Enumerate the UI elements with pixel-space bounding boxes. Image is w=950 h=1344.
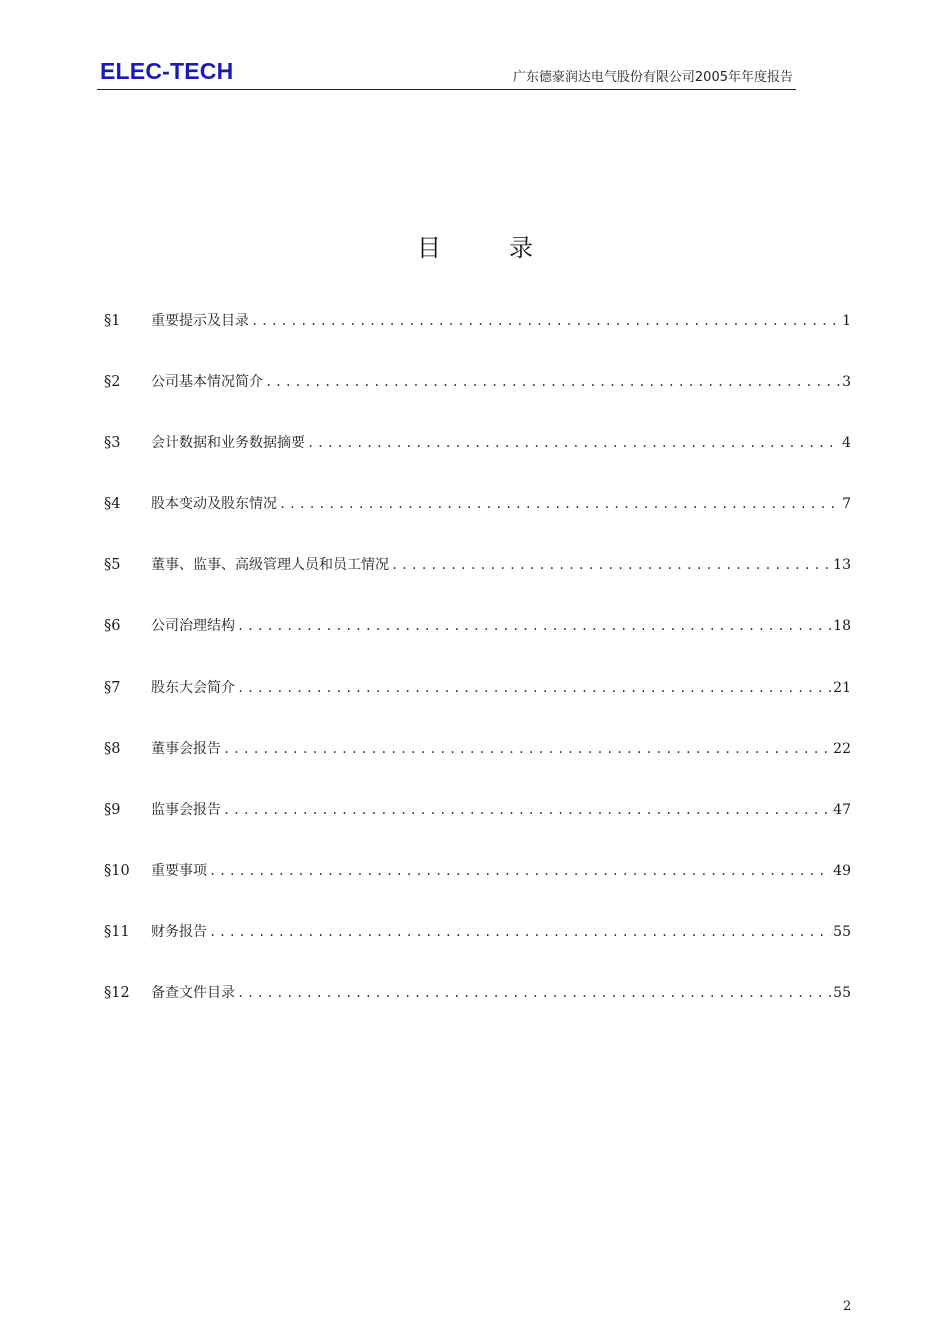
- toc-entry-page: 49: [833, 862, 851, 879]
- toc-entry-number: §9: [104, 801, 121, 818]
- toc-entry-number: §12: [104, 985, 130, 1002]
- toc-entry-title: 会计数据和业务数据摘要: [151, 435, 305, 452]
- toc-entry-page: 47: [833, 801, 851, 818]
- toc-entry-6[interactable]: [104, 612, 851, 673]
- toc-entry-8[interactable]: [104, 735, 851, 796]
- toc-entry-number: §2: [104, 374, 121, 391]
- toc-leader-dots: [265, 368, 840, 396]
- toc-leader-dots: [279, 490, 840, 518]
- toc-entry-9[interactable]: [104, 796, 851, 857]
- toc-heading: [0, 228, 950, 263]
- toc-leader-dots: [307, 429, 840, 457]
- company-logo: ELEC-TECH: [100, 58, 234, 84]
- toc-entry-page: 4: [842, 435, 851, 452]
- toc-entry-number: §10: [104, 862, 130, 879]
- toc-entry-number: §6: [104, 618, 121, 635]
- toc-entry-title: 股本变动及股东情况: [151, 496, 277, 513]
- toc-entry-3[interactable]: [104, 429, 851, 490]
- page-number: 2: [843, 1299, 852, 1314]
- toc-entry-title: 重要事项: [151, 862, 207, 879]
- toc-entry-page: 21: [833, 679, 851, 696]
- toc-entry-page: 1: [842, 313, 851, 329]
- toc-leader-dots: [237, 979, 831, 1007]
- toc-entry-2[interactable]: [104, 368, 851, 429]
- toc-entry-title: 备查文件目录: [151, 985, 235, 1002]
- toc-entry-1[interactable]: [104, 307, 851, 368]
- toc-entry-page: 55: [833, 923, 851, 940]
- toc-heading-left: 目: [417, 234, 441, 262]
- toc-entry-number: §3: [104, 435, 121, 452]
- toc-entry-number: §4: [104, 496, 121, 513]
- toc-entry-title: 股东大会简介: [151, 679, 235, 696]
- toc-entry-title: 监事会报告: [151, 801, 221, 818]
- toc-entry-11[interactable]: [104, 918, 851, 979]
- toc-entry-number: §11: [104, 923, 130, 940]
- toc-entry-title: 公司基本情况简介: [151, 374, 263, 391]
- toc-entry-7[interactable]: [104, 674, 851, 735]
- toc-leader-dots: [209, 918, 831, 946]
- toc-entry-title: 董事、监事、高级管理人员和员工情况: [151, 557, 389, 574]
- toc-entry-page: 22: [833, 740, 851, 757]
- toc-entry-4[interactable]: [104, 490, 851, 551]
- toc-leader-dots: [223, 796, 831, 824]
- toc-entry-page: 7: [842, 496, 851, 513]
- toc-entry-page: 3: [842, 374, 851, 391]
- toc-heading-right: 录: [509, 234, 533, 262]
- toc-leader-dots: [251, 307, 840, 335]
- page-header: [97, 56, 796, 90]
- toc-leader-dots: [237, 674, 831, 702]
- toc-entry-number: §1: [104, 313, 121, 329]
- toc-leader-dots: [223, 735, 831, 763]
- toc-leader-dots: [391, 551, 831, 579]
- toc-entry-number: §7: [104, 679, 121, 696]
- toc-entry-title: 董事会报告: [151, 740, 221, 757]
- toc-entry-title: 公司治理结构: [151, 618, 235, 635]
- toc-leader-dots: [209, 857, 831, 885]
- toc-entry-number: §5: [104, 557, 121, 574]
- toc-entry-number: §8: [104, 740, 121, 757]
- toc-entry-page: 18: [833, 618, 851, 635]
- toc-entry-10[interactable]: [104, 857, 851, 918]
- report-title: 广东德豪润达电气股份有限公司2005年年度报告: [512, 70, 793, 85]
- toc-entry-12[interactable]: [104, 979, 851, 1040]
- toc-entry-5[interactable]: [104, 551, 851, 612]
- toc-entry-page: 13: [833, 557, 851, 574]
- toc-leader-dots: [237, 612, 831, 640]
- table-of-contents: [104, 307, 851, 1040]
- toc-entry-title: 财务报告: [151, 923, 207, 940]
- toc-entry-title: 重要提示及目录: [151, 313, 249, 329]
- toc-entry-page: 55: [833, 985, 851, 1002]
